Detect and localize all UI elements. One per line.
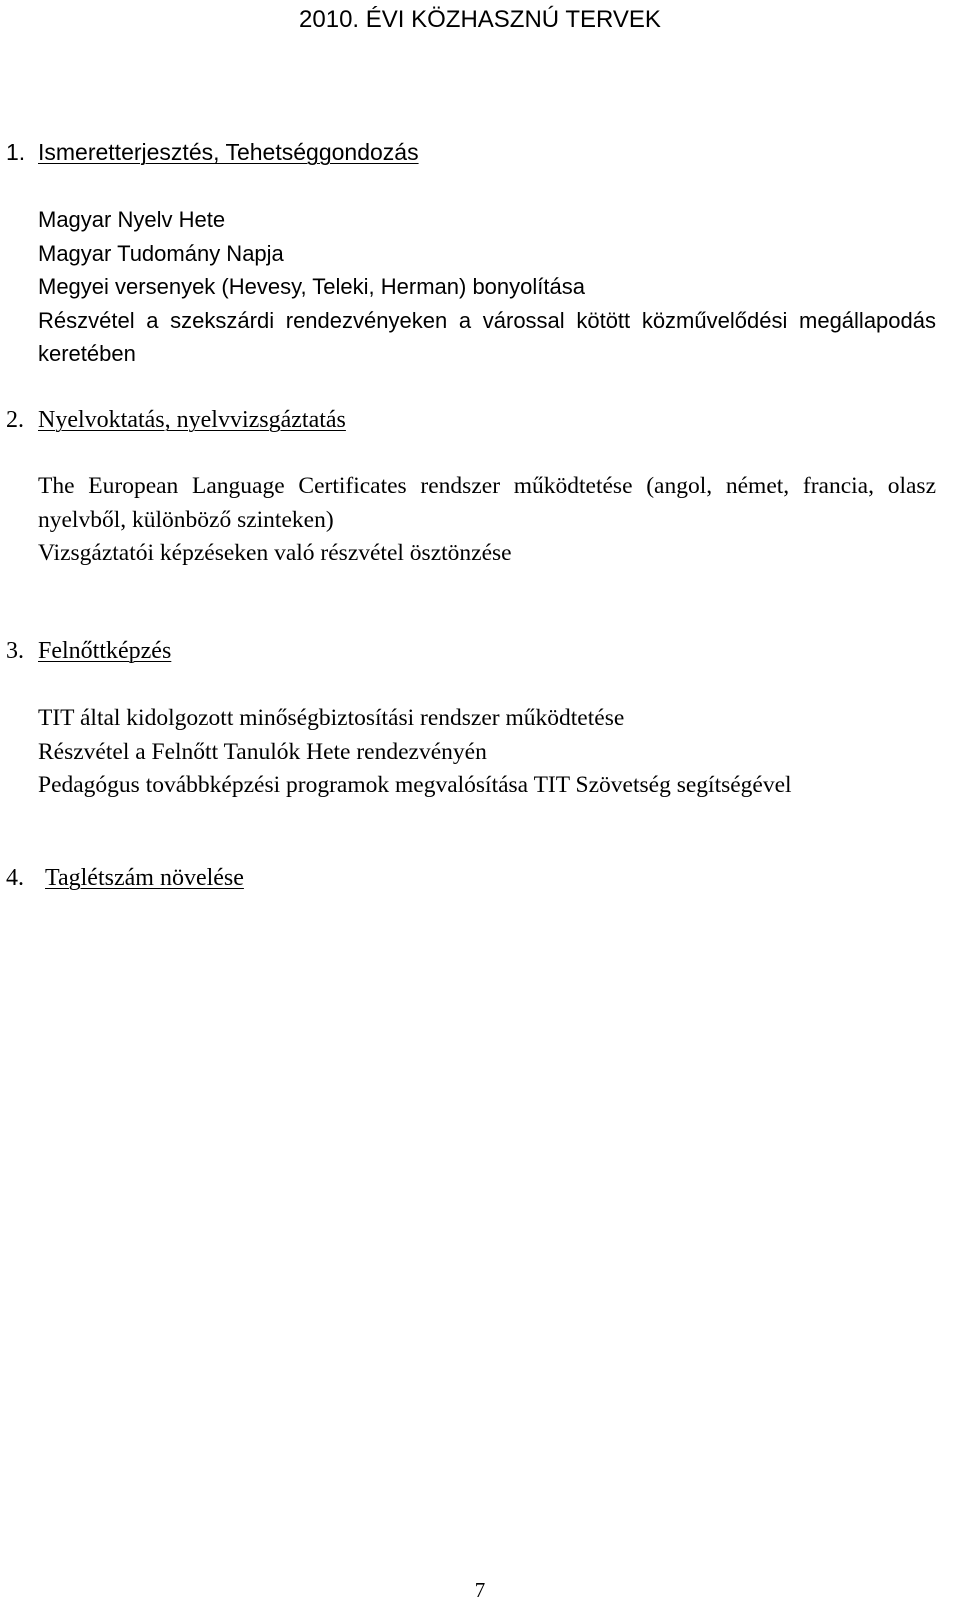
list-item: Vizsgáztatói képzéseken való részvétel ösztönzése bbox=[38, 540, 512, 566]
section-number: 2. bbox=[6, 407, 24, 433]
list-item: Megyei versenyek (Hevesy, Teleki, Herman) bonyolítása bbox=[38, 274, 585, 299]
section-heading-4 bbox=[6, 863, 244, 893]
list-item: Magyar Nyelv Hete bbox=[38, 207, 226, 232]
section-title: Taglétszám növelése bbox=[45, 865, 244, 891]
section-2-items bbox=[38, 470, 936, 571]
section-title: Nyelvoktatás, nyelvvizsgáztatás bbox=[38, 407, 346, 433]
list-item: TIT által kidolgozott minőségbiztosítási rendszer működtetése bbox=[38, 705, 625, 731]
list-item: Részvétel a szekszárdi rendezvényeken a várossal kötött közművelődési megállapodás keretében bbox=[38, 307, 936, 366]
document-title: 2010. ÉVI KÖZHASZNÚ TERVEK bbox=[299, 6, 661, 33]
list-item: The European Language Certificates rendszer működtetése (angol, német, francia, olasz nyelvből, különböző szinteken) bbox=[38, 473, 936, 533]
section-heading-3 bbox=[6, 636, 171, 666]
list-item: Pedagógus továbbképzési programok megvalósítása TIT Szövetség segítségével bbox=[38, 772, 792, 798]
section-number: 3. bbox=[6, 638, 24, 664]
section-title: Ismeretterjesztés, Tehetséggondozás bbox=[38, 139, 419, 165]
section-number: 4. bbox=[6, 865, 24, 891]
page-number: 7 bbox=[474, 1578, 486, 1602]
list-item: Magyar Tudomány Napja bbox=[38, 240, 284, 266]
list-item: Részvétel a Felnőtt Tanulók Hete rendezvényén bbox=[38, 738, 487, 765]
section-number: 1. bbox=[6, 139, 26, 165]
section-3-items bbox=[38, 702, 936, 803]
section-heading-1 bbox=[6, 137, 419, 167]
section-heading-2 bbox=[6, 405, 346, 435]
section-title: Felnőttképzés bbox=[38, 638, 172, 664]
section-1-items bbox=[38, 203, 936, 371]
